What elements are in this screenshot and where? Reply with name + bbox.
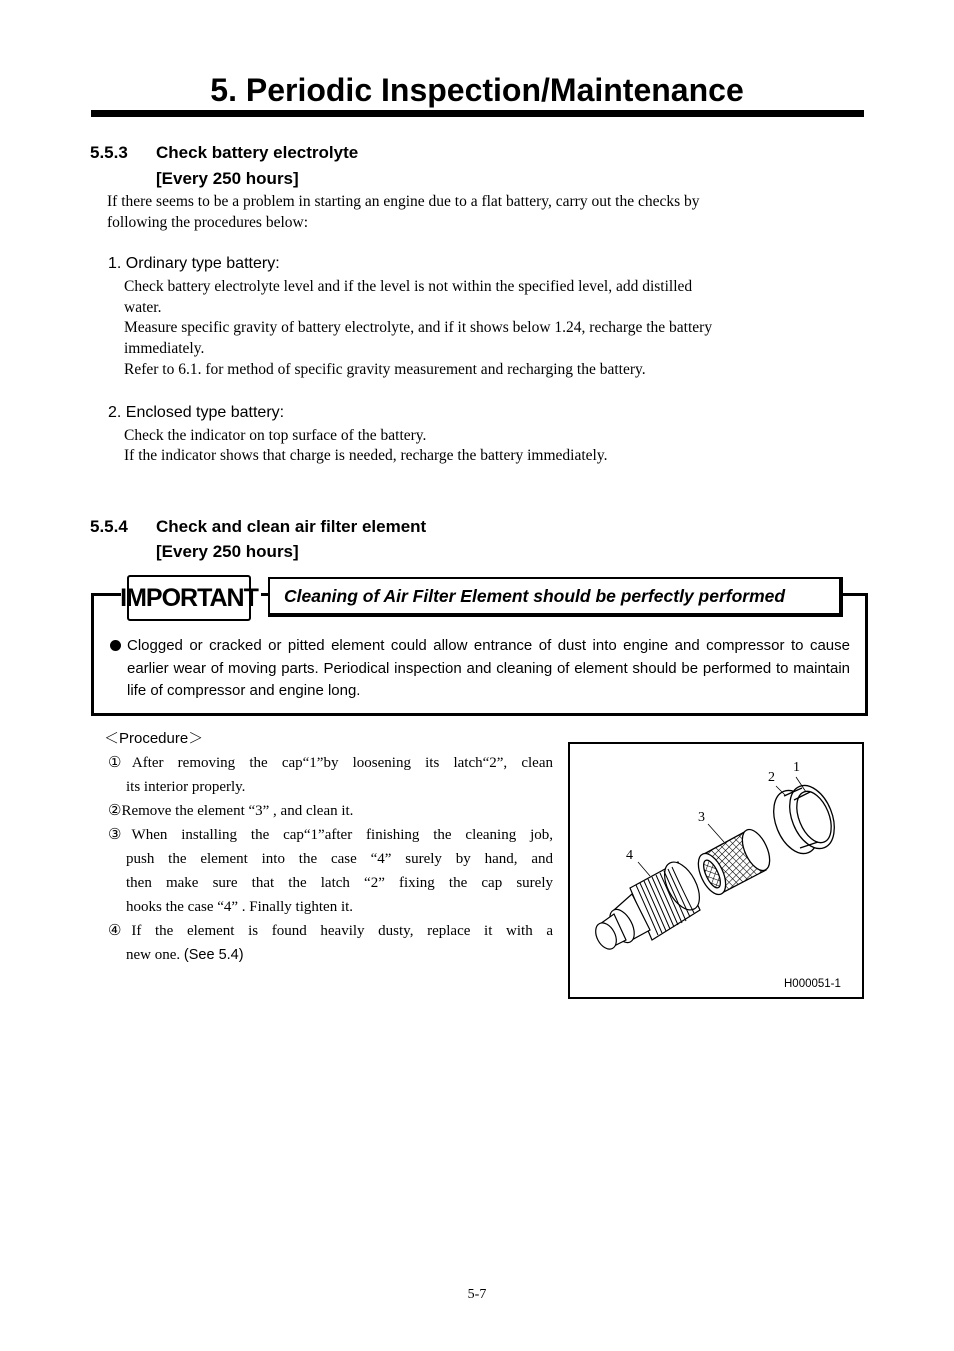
procedure-step4-reference: (See 5.4) [183,947,244,963]
element-part [693,825,776,898]
procedure-step4-text: new one. [126,947,181,963]
procedure-step4-line1: ④If the element is found heavily dusty, replace it with a [108,923,553,939]
figure-frame [568,742,864,999]
title-rule [91,110,864,117]
page-number: 5-7 [467,1287,487,1302]
figure-label-case: 4 [626,848,633,863]
case-part [591,856,706,952]
section-553-interval: [Every 250 hours] [156,169,299,188]
figure-label-cap: 1 [793,760,800,775]
air-filter-exploded-drawing [570,744,862,997]
important-badge: IMPORTANT [127,575,251,621]
enclosed-battery-line1: Check the indicator on top surface of the battery. [124,427,427,444]
enclosed-battery-heading: 2. Enclosed type battery: [108,404,285,421]
cap-part [765,779,843,860]
figure-label-element: 3 [698,810,705,825]
bullet-icon [110,640,121,651]
enclosed-battery-line2: If the indicator shows that charge is needed, recharge the battery immediately. [124,447,608,464]
section-553-intro-line2: following the procedures below: [107,214,309,231]
page-title: 5. Periodic Inspection/Maintenance [210,72,744,108]
procedure-step3-line2: push the element into the case “4” surely by hand, and [126,851,553,867]
section-553-intro-line1: If there seems to be a problem in starting an engine due to a flat battery, carry out the checks by [107,193,700,210]
ordinary-battery-line4: immediately. [124,340,205,357]
ordinary-battery-heading: 1. Ordinary type battery: [108,255,280,272]
figure-label-latch: 2 [768,770,775,785]
procedure-step4-line2 [126,943,553,967]
section-554-number: 5.5.4 [90,517,128,536]
procedure-step3-line3: then make sure that the latch “2” fixing the cap surely [126,875,553,891]
ordinary-battery-line1: Check battery electrolyte level and if the level is not within the specified level, add distilled [124,278,693,295]
important-bullet-text: Clogged or cracked or pitted element could allow entrance of dust into engine and compressor to cause earlier wear of moving parts. Periodical inspection and cleaning of element should be performed to maintain life of compressor and engine long. [127,637,850,699]
section-554-interval: [Every 250 hours] [156,542,299,561]
procedure-step2-line1: ②Remove the element “3” , and clean it. [108,803,354,819]
important-heading: Cleaning of Air Filter Element should be perfectly performed [268,577,843,617]
figure-code: H000051-1 [784,978,841,990]
procedure-step3-line1: ③When installing the cap“1”after finishing the cleaning job, [108,827,553,843]
ordinary-battery-line2: water. [124,299,162,316]
procedure-step1-line2: its interior properly. [126,779,246,795]
section-554-title: Check and clean air filter element [156,517,427,536]
procedure-heading: ＜Procedure＞ [104,730,204,747]
section-553-title: Check battery electrolyte [156,143,359,162]
ordinary-battery-line5: Refer to 6.1. for method of specific gravity measurement and recharging the battery. [124,361,646,378]
ordinary-battery-line3: Measure specific gravity of battery electrolyte, and if it shows below 1.24, recharge the battery [124,319,713,336]
procedure-step3-line4: hooks the case “4” . Finally tighten it. [126,899,354,915]
section-553-number: 5.5.3 [90,143,128,162]
procedure-step1-line1: ①After removing the cap“1”by loosening its latch“2”, clean [108,755,553,771]
